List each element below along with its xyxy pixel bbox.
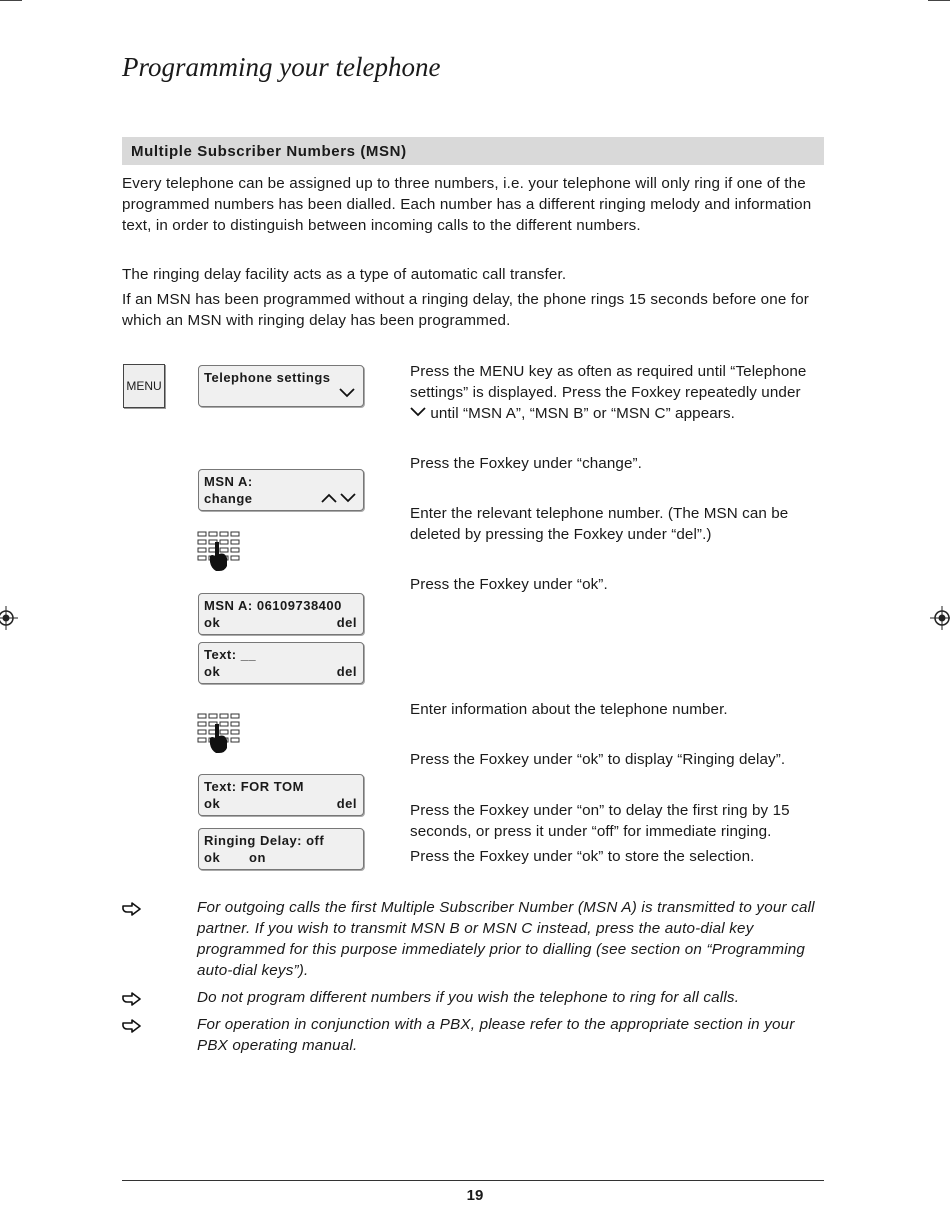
note-same-numbers: Do not program different numbers if you wish the telephone to ring for all calls. <box>197 989 740 1006</box>
page-number: 19 <box>466 1187 484 1204</box>
display-telephone-settings <box>198 365 364 407</box>
display-text-empty <box>198 642 364 684</box>
ringing-delay-detail: If an MSN has been programmed without a ringing delay, the phone rings 15 seconds before one for which an MSN with ringing delay has been programmed. <box>122 291 809 329</box>
chevron-down-icon <box>340 493 356 503</box>
registration-mark-icon <box>930 606 950 630</box>
instruction-ringing-delay: Press the Foxkey under “ok” to display “Ringing delay”. <box>410 751 786 768</box>
display-line1: Text: FOR TOM <box>204 779 304 794</box>
note-arrow-icon <box>122 992 142 1006</box>
note-msn-transmit: For outgoing calls the first Multiple Subscriber Number (MSN A) is transmitted to your call partner. If you wish to transmit MSN B or MSN C instead, press the auto-dial key programmed for this purpose immediately prior to dialling (see section on “Programming auto-dial keys”). <box>197 899 815 979</box>
display-text-for-tom <box>198 774 364 816</box>
footer-rule <box>122 1180 824 1181</box>
display-line2-left: ok <box>204 664 221 679</box>
chevron-up-icon <box>321 493 337 503</box>
display-line1: Ringing Delay: off <box>204 833 325 848</box>
keypad-hand-icon <box>197 712 245 754</box>
note-arrow-icon <box>122 1019 142 1033</box>
display-line2-right: del <box>336 615 357 630</box>
instruction-text: Press the MENU key as often as required until “Telephone settings” is displayed. Press the Foxkey repeatedly under <box>410 363 807 401</box>
display-msn-a-change <box>198 469 364 511</box>
menu-key: MENU <box>123 364 165 408</box>
instruction-menu-key <box>410 361 825 424</box>
intro-paragraph: Every telephone can be assigned up to three numbers, i.e. your telephone will only ring if one of the programmed numbers has been dialled. Each number has a different ringing melody and information text, in order to distinguish between incoming calls to the different numbers. <box>122 175 812 234</box>
display-line2-right: del <box>336 664 357 679</box>
display-line2-left: ok <box>204 796 221 811</box>
crop-mark-top-left <box>0 0 22 1</box>
display-line2-left: ok <box>204 850 221 865</box>
instruction-enter-number: Enter the relevant telephone number. (The MSN can be deleted by pressing the Foxkey under “del”.) <box>410 505 789 543</box>
page-title: Programming your telephone <box>122 52 441 82</box>
display-ringing-delay <box>198 828 364 870</box>
display-line1: MSN A: <box>204 474 253 489</box>
instruction-ok: Press the Foxkey under “ok”. <box>410 576 608 593</box>
display-line1: Telephone settings <box>204 370 331 385</box>
chevron-down-icon <box>339 388 355 398</box>
display-line2-left: ok <box>204 615 221 630</box>
ringing-delay-paragraph: The ringing delay facility acts as a type of automatic call transfer. <box>122 266 567 283</box>
display-line1: MSN A: 06109738400 <box>204 598 342 613</box>
display-line2-mid: on <box>249 850 266 865</box>
registration-mark-icon <box>0 606 18 630</box>
instruction-text: until “MSN A”, “MSN B” or “MSN C” appears. <box>430 405 735 422</box>
display-line1: Text: __ <box>204 647 257 662</box>
section-heading-bar <box>122 137 824 165</box>
keypad-hand-icon <box>197 530 245 572</box>
display-line2-right: del <box>336 796 357 811</box>
section-heading: Multiple Subscriber Numbers (MSN) <box>131 143 407 160</box>
note-pbx: For operation in conjunction with a PBX, please refer to the appropriate section in your PBX operating manual. <box>197 1016 795 1054</box>
note-arrow-icon <box>122 902 142 916</box>
display-msn-a-number <box>198 593 364 635</box>
crop-mark-top-right <box>928 0 950 1</box>
instruction-on-off: Press the Foxkey under “on” to delay the first ring by 15 seconds, or press it under “off” for immediate ringing. <box>410 802 790 840</box>
instruction-change: Press the Foxkey under “change”. <box>410 455 642 472</box>
instruction-store: Press the Foxkey under “ok” to store the selection. <box>410 848 755 865</box>
display-line2-left: change <box>204 491 253 506</box>
instruction-enter-info: Enter information about the telephone number. <box>410 701 728 718</box>
chevron-down-icon <box>410 407 426 417</box>
